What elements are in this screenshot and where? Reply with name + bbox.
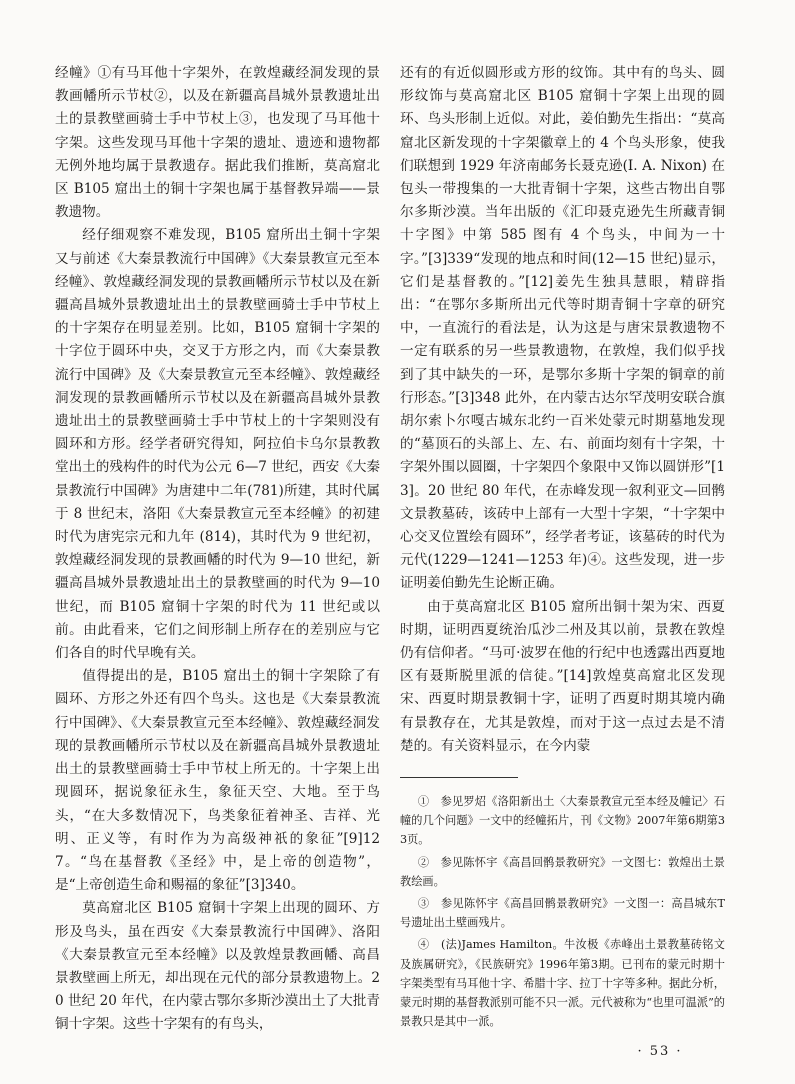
paragraph: 莫高窟北区 B105 窟铜十字架上出现的圆环、方形及鸟头，虽在西安《大秦景教流行中国碑》、洛阳《大秦景教宣元至本经幢》以及敦煌景教画幡、高昌景教壁画上所无，却出现在元代的部分景教遗物上。20 世纪 20 年代，在内蒙古鄂尔多斯沙漠出土了大批青铜十字架。这些十字架有的有鸟头， (55, 900, 380, 1033)
left-column (55, 62, 380, 1037)
paragraph: 经仔细观察不难发现，B105 窟所出土铜十字架又与前述《大秦景教流行中国碑》《大秦景教宣元至本经幢》、敦煌藏经洞发现的景教画幡所示节杖以及在新疆高昌城外景教遗址出土的景教壁画骑士手中节杖上的十字架存在明显差别。比如，B105 窟铜十字架的十字位于圆环中央，交叉于方形之内，而《大秦景教流行中国碑》及《大秦景教宣元至本经幢》、敦煌藏经洞发现的景教画幡所示节杖以及在新疆高昌城外景教遗址出土的景教壁画骑士手中节杖上的十字架则没有圆环和方形。经学者研究得知，阿拉伯卡乌尔景教教堂出土的残构件的时代为公元 6—7 世纪，西安《大秦景教流行中国碑》为唐建中二年(781)所建，其时代属于 8 世纪末，洛阳《大秦景教宣元至本经幢》的初建时代为唐宪宗元和九年 (814)，其时代为 9 世纪初，敦煌藏经洞发现的景教画幡的时代为 9—10 世纪，新疆高昌城外景教遗址出土的景教壁画的时代为 9—10 世纪，而 B105 窟铜十字架的时代为 11 世纪或以前。由此看来，它们之间形制上所存在的差别应与它们各自的时代早晚有关。 (55, 227, 381, 662)
page-number: · 53 · (637, 1044, 683, 1059)
footnote: ④ (法)James Hamilton。牛汝极《赤峰出土景教墓砖铭文及族属研究》，《民族研究》1996年第3期。已刊布的蒙元时期十字架类型有马耳他十字、希腊十字、拉丁十字等多种。据此分析，蒙元时期的基督教派别可能不只一派。元代被称为“也里可温派”的景教只是其中一派。 (400, 938, 725, 1029)
footnote-divider (400, 777, 518, 778)
footnote: ① 参见罗炤《洛阳新出土〈大秦景教宣元至本经及幢记〉石幢的几个问题》一文中的经幢拓片，刊《文物》2007年第6期第33页。 (400, 795, 725, 847)
footnote: ③ 参见陈怀宇《高昌回鹘景教研究》一文图一：高昌城东T号遗址出土壁画残片。 (400, 897, 725, 930)
paragraph: 经幢》①有马耳他十字架外，在敦煌藏经洞发现的景教画幡所示节杖②，以及在新疆高昌城外景教遗址出土的景教壁画骑士手中节杖上③，也发现了马耳他十字架。这些发现马耳他十字架的遗址、遗迹和遗物都无例外地均属于景教遗存。据此我们推断，莫高窟北区 B105 窟出土的铜十字架也属于基督教异端——景教遗物。 (55, 65, 380, 221)
paragraph: 由于莫高窟北区 B105 窟所出铜十架为宋、西夏时期，证明西夏统治瓜沙二州及其以前，景教在敦煌仍有信仰者。“马可·波罗在他的行纪中也透露出西夏地区有聂斯脱里派的信徒。”[14]敦煌莫高窟北区发现宋、西夏时期景教铜十字，证明了西夏时期其境内确有景教存在，尤其是敦煌，而对于这一点过去是不清楚的。有关资料显示，在今内蒙 (400, 598, 725, 754)
right-column (400, 62, 725, 758)
footnotes (400, 792, 725, 1034)
paragraph: 值得提出的是，B105 窟出土的铜十字架除了有圆环、方形之外还有四个鸟头。这也是《大秦景教流行中国碑》、《大秦景教宣元至本经幢》、敦煌藏经洞发现的景教画幡所示节杖以及在新疆高昌城外景教遗址出土的景教壁画骑士手中节杖上所无的。十字架上出现圆环，据说象征永生，象征天空、大地。至于鸟头，“在大多数情况下，鸟类象征着神圣、吉祥、光明、正义等，有时作为为高级神祇的象征”[9]127。“鸟在基督教《圣经》中，是上帝的创造物”，是“上帝创造生命和赐福的象征”[3]340。 (55, 668, 380, 894)
paragraph: 还有的有近似圆形或方形的纹饰。其中有的鸟头、圆形纹饰与莫高窟北区 B105 窟铜十字架上出现的圆环、鸟头形制上近似。对此，姜伯勤先生指出：“莫高窟北区新发现的十字架徽章上的 4 个鸟头形象，使我们联想到 1929 年济南邮务长聂克逊(I. A. Nixon) 在包头一带搜集的一大批青铜十字架，这些古物出自鄂尔多斯沙漠。当年出版的《汇印聂克逊先生所藏青铜十字图》中第 585 图有 4 个鸟头，中间为一十字。”[3]339“发现的地点和时间(12—15 世纪)显示，它们是基督教的。”[12]姜先生独具慧眼，精辟指出：“在鄂尔多斯所出元代等时期青铜十字章的研究中，一直流行的看法是，认为这是与唐宋景教遗物不一定有联系的另一些景教遗物，在敦煌，我们似乎找到了其中缺失的一环，是鄂尔多斯十字架的铜章的前行形态。”[3]348 此外，在内蒙古达尔罕茂明安联合旗胡尔索卜尔嘎古城东北约一百米处蒙元时期墓地发现的“墓顶石的头部上、左、右、前面均刻有十字架，十字架外围以圆圈，十字架四个象限中又饰以圆饼形”[13]。20 世纪 80 年代，在赤峰发现一叙利亚文—回鹘文景教墓砖，该砖中上部有一大型十字架，“十字架中心交叉位置绘有圆环”，经学者考证，该墓砖的时代为元代(1229—1241—1253 年)④。这些发现，进一步证明姜伯勤先生论断正确。 (400, 65, 725, 592)
footnote: ② 参见陈怀宇《高昌回鹘景教研究》一文图七：敦煌出土景教绘画。 (400, 855, 725, 888)
